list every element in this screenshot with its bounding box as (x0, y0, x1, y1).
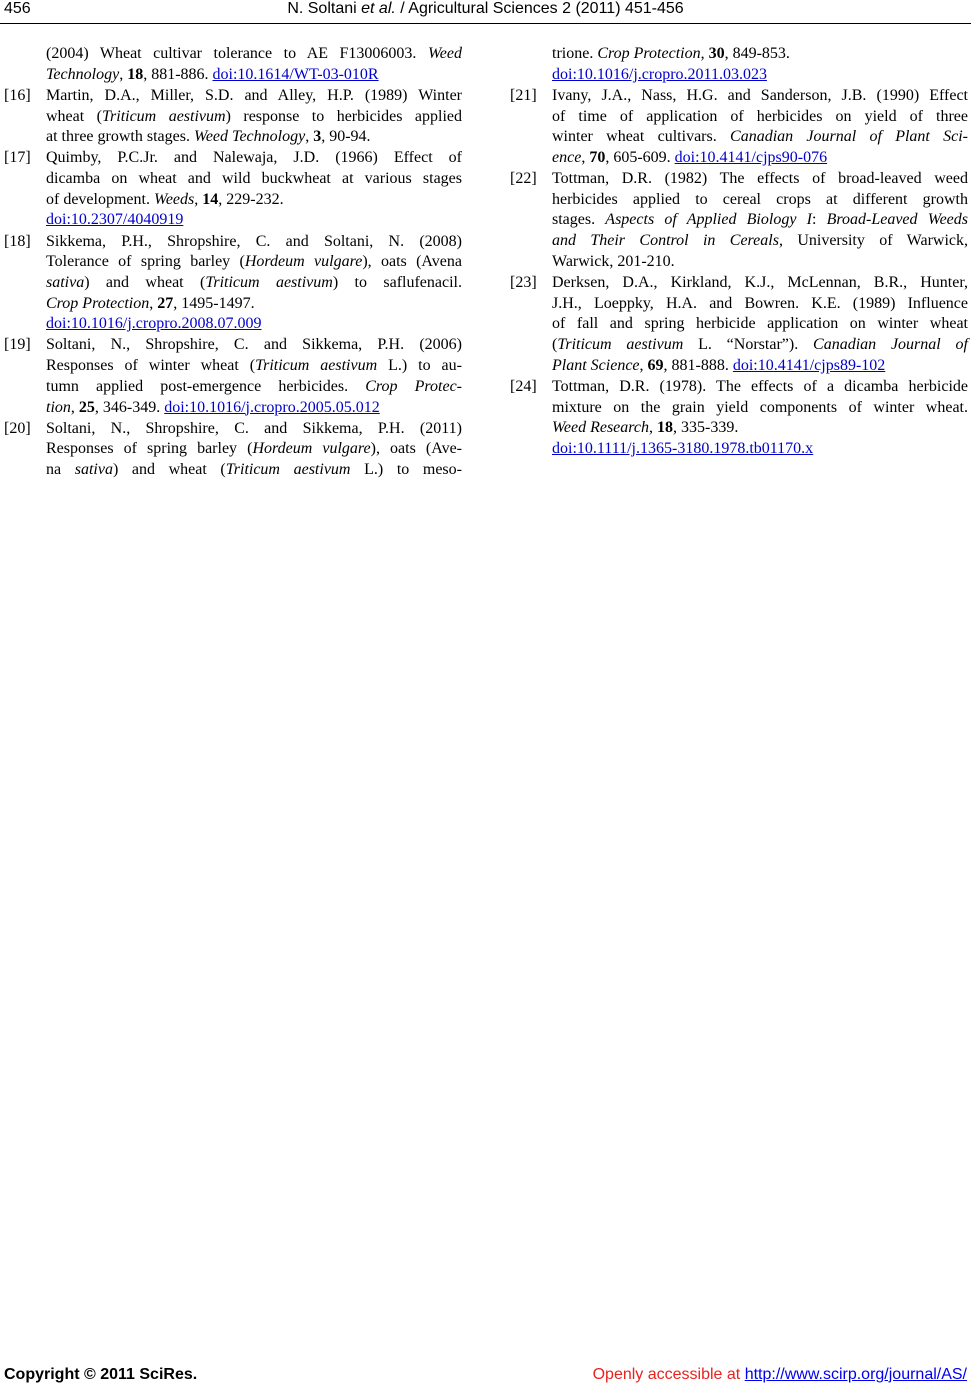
reference-number: [23] (510, 273, 537, 291)
doi-link[interactable]: doi:10.1111/j.1365-3180.1978.tb01170.x (552, 439, 814, 457)
reference-23: [23] Derksen, D.A., Kirkland, K.J., McLennan, B.R., Hunter, J.H., Loeppky, H.A. and Bowren. K.E. (1989) Influence of fall and spring herbicide application on winter wheat (Triticum aestivum L. “Norstar”). Canadian Journal of Plant Science, 69, 881-888. doi:10.4141/cjps89-102 (510, 273, 968, 374)
reference-number: [22] (510, 170, 537, 187)
reference-number: [19] (4, 336, 31, 354)
reference-18: [18] Sikkema, P.H., Shropshire, C. and Soltani, N. (2008) Tolerance of spring barley (Hordeum vulgare), oats (Avena sativa) and wheat (Triticum aestivum) to saflufenacil. Crop Protection, 27, 1495-1497. doi:10.1016/j.cropro.2008.07.009 (4, 232, 462, 333)
doi-link[interactable]: doi:10.1016/j.cropro.2008.07.009 (46, 315, 262, 333)
page-header (0, 0, 971, 22)
reference-number: [16] (4, 86, 31, 104)
doi-link[interactable]: doi:10.1614/WT-03-010R (212, 65, 379, 83)
reference-22: [22] Tottman, D.R. (1982) The effects of broad-leaved weed herbicides applied to cereal crops at different growth stages. Aspects of Applied Biology I: Broad-Leaved Weeds and Their Control in Cereals, University of Warwick, Warwick, 201-210. (510, 170, 969, 270)
reference-continuation: (2004) Wheat cultivar tolerance to AE F13006003. Weed Technology, 18, 881-886. doi:10.1614/WT-03-010R (46, 45, 462, 83)
right-column (510, 44, 968, 460)
reference-number: [20] (4, 419, 31, 437)
left-column (4, 44, 462, 481)
running-head-etal: et al. (361, 0, 396, 17)
doi-link[interactable]: doi:10.2307/4040919 (46, 211, 184, 229)
open-access-notice (593, 1366, 967, 1384)
reference-17: [17] Quimby, P.C.Jr. and Nalewaja, J.D. (1966) Effect of dicamba on wheat and wild buckwheat at various stages of development. Weeds, 14, 229-232. doi:10.2307/4040919 (4, 149, 462, 229)
header-rule (0, 23, 971, 24)
reference-number: [24] (510, 377, 537, 395)
reference-number: [21] (510, 86, 537, 104)
copyright-notice: Copyright © 2011 SciRes. (4, 1366, 198, 1383)
page-number: 456 (4, 0, 31, 17)
open-access-label: Openly accessible at (592, 1366, 745, 1383)
running-head (0, 0, 971, 18)
reference-16: [16] Martin, D.A., Miller, S.D. and Alley, H.P. (1989) Winter wheat (Triticum aestivum) response to herbicides applied at three growth stages. Weed Technology, 3, 90-94. (4, 86, 463, 146)
doi-link[interactable]: doi:10.4141/cjps89-102 (732, 356, 886, 374)
reference-continuation: trione. Crop Protection, 30, 849-853. doi:10.1016/j.cropro.2011.03.023 (552, 45, 790, 83)
journal-url-link[interactable]: http://www.scirp.org/journal/AS/ (744, 1366, 967, 1383)
reference-21: [21] Ivany, J.A., Nass, H.G. and Sanderson, J.B. (1990) Effect of time of application of herbicides on yield of three winter wheat cultivars. Canadian Journal of Plant Sci- ence, 70, 605-609. doi:10.4141/cjps90-076 (510, 86, 969, 166)
running-head-journal: / Agricultural Sciences 2 (2011) 451-456 (395, 0, 684, 17)
doi-link[interactable]: doi:10.1016/j.cropro.2011.03.023 (552, 65, 767, 83)
reference-19: [19] Soltani, N., Shropshire, C. and Sikkema, P.H. (2006) Responses of winter wheat (Triticum aestivum L.) to au- tumn applied post-emergence herbicides. Crop Protec- tion, 25, 346-349. doi:10.1016/j.cropro.2005.05.012 (4, 336, 463, 416)
reference-24: [24] Tottman, D.R. (1978). The effects of a dicamba herbicide mixture on the grain yield components of winter wheat. Weed Research, 18, 335-339. doi:10.1111/j.1365-3180.1978.tb01170.x (510, 377, 968, 457)
page-footer (0, 1366, 971, 1388)
reference-number: [18] (4, 232, 31, 250)
reference-20: [20] Soltani, N., Shropshire, C. and Sikkema, P.H. (2011) Responses of spring barley (Hordeum vulgare), oats (Ave- na sativa) and wheat (Triticum aestivum L.) to meso- (4, 419, 463, 479)
doi-link[interactable]: doi:10.4141/cjps90-076 (674, 148, 828, 166)
reference-number: [17] (4, 149, 31, 167)
doi-link[interactable]: doi:10.1016/j.cropro.2005.05.012 (164, 398, 380, 416)
running-head-authors: N. Soltani (287, 0, 362, 17)
